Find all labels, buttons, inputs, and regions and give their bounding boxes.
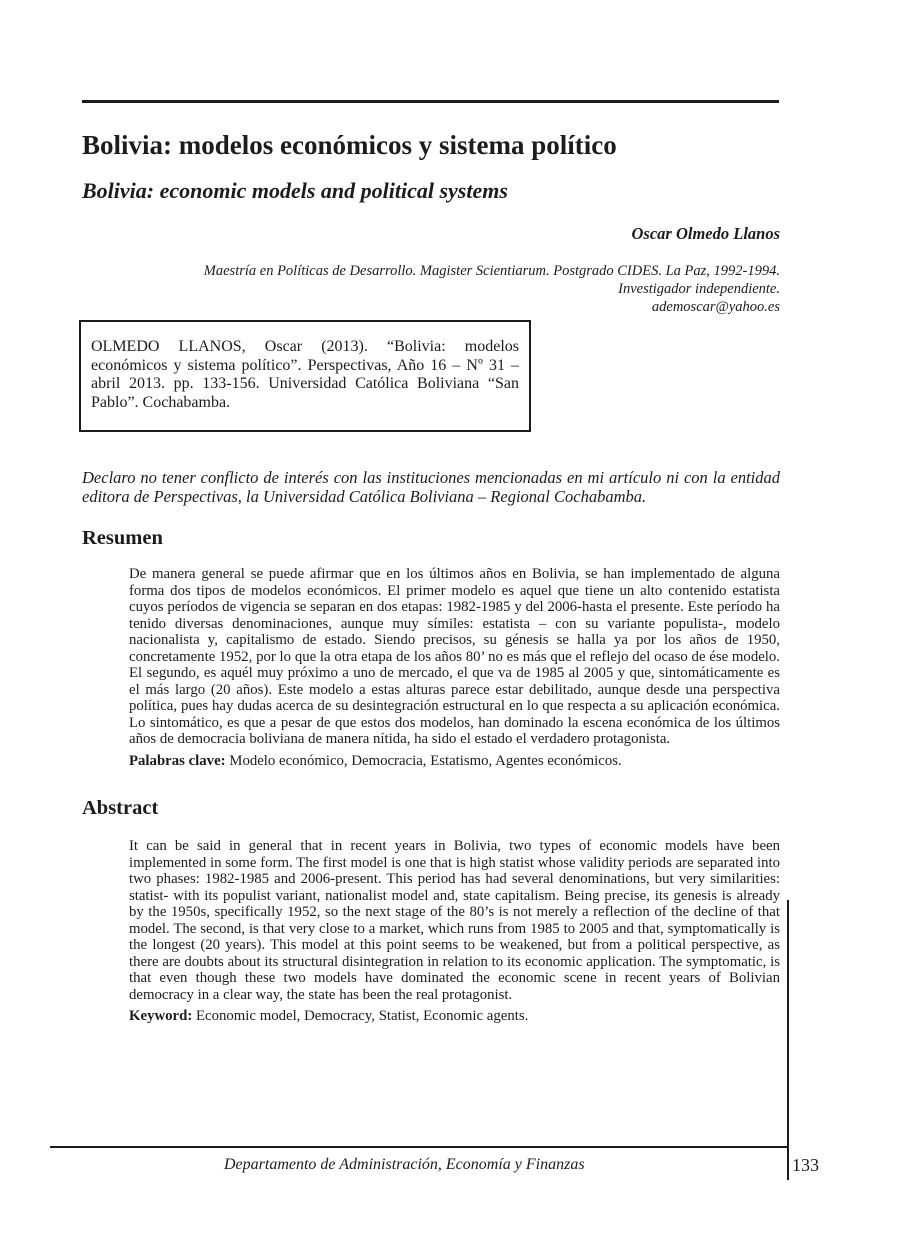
citation-text: OLMEDO LLANOS, Oscar (2013). “Bolivia: modelos económicos y sistema político”. Perspectivas, Año 16 – Nº 31 – abril 2013. pp. 133-156. Universidad Católica Boliviana “San Pablo”. Cochabamba. [91, 338, 519, 411]
resumen-text: De manera general se puede afirmar que en los últimos años en Bolivia, se han implementado de alguna forma dos tipos de modelos económicos. El primer modelo es aquel que tiene un alto contenido estatista cuyos períodos de vigencia se separan en dos etapas: 1982-1985 y del 2006-hasta el presente. Este período ha tenido diversas denominaciones, aunque muy símiles: estatista – con su variante populista-, modelo nacionalista y, capitalismo de estado. Siendo precisos, su génesis se halla ya por los años de 1950, concretamente 1952, por lo que la otra etapa de los años 80’ no es más que el reflejo del ocaso de ése modelo. El segundo, es aquél muy próximo a uno de mercado, el que va de 1985 al 2005 y que, sintomáticamente es el más largo (20 años). Este modelo a estas alturas parece estar debilitado, aunque desde una perspectiva política, pues hay dudas acerca de su desintegración estructural en lo que respecta a su aplicación económica. Lo sintomático, es que a pesar de que estos dos modelos, han dominado la escena económica de los últimos años de democracia boliviana de manera nítida, ha sido el estado el verdadero protagonista. [129, 566, 780, 747]
author-affiliation [100, 262, 780, 316]
page-number: 133 [792, 1155, 819, 1175]
resumen-section [129, 566, 780, 769]
resumen-keywords [129, 753, 780, 770]
resumen-heading: Resumen [82, 527, 163, 549]
author-name: Oscar Olmedo Llanos [631, 224, 780, 243]
affiliation-position: Investigador independiente. [618, 281, 780, 297]
page-margin-rule [787, 900, 789, 1180]
abstract-keywords-list: Economic model, Democracy, Statist, Economic agents. [196, 1008, 529, 1024]
resumen-keywords-label: Palabras clave: [129, 752, 226, 769]
abstract-keywords [129, 1008, 780, 1025]
abstract-keywords-label: Keyword: [129, 1008, 193, 1024]
author-email: ademoscar@yahoo.es [651, 299, 780, 315]
resumen-keywords-list: Modelo económico, Democracia, Estatismo, Agentes económicos. [229, 752, 622, 769]
article-title-english: Bolivia: economic models and political systems [82, 178, 508, 203]
conflict-of-interest-statement: Declaro no tener conflicto de interés con las instituciones mencionadas en mi artículo ni con la entidad editora de Perspectivas, la Universidad Católica Boliviana – Regional Cochabamba. [82, 468, 780, 506]
header-rule [82, 100, 779, 103]
citation-box [79, 320, 531, 432]
footer-department: Departamento de Administración, Economía y Finanzas [224, 1156, 585, 1173]
abstract-text: It can be said in general that in recent years in Bolivia, two types of economic models have been implemented in some form. The first model is one that is high statist whose validity periods are separated into two phases: 1982-1985 and 2006-present. This period has had several denominations, but very similarities: statist- with its populist variant, nationalist model and, state capitalism. Being precise, its genesis is already by the 1950s, specifically 1952, so the next stage of the 80’s is not merely a reflection of the decline of that model. The second, is that very close to a market, which runs from 1985 to 2005 and that, symptomatically is the longest (20 years). This model at this point seems to be weakened, but from a political perspective, as there are doubts about its structural disintegration in relation to its economic application. The symptomatic, is that even though these two models have dominated the economic scene in recent years of Bolivian democracy in a clear way, the state has been the real protagonist. [129, 838, 780, 1003]
abstract-heading: Abstract [82, 797, 159, 819]
affiliation-degree: Maestría en Políticas de Desarrollo. Magister Scientiarum. Postgrado CIDES. La Paz, 1992-1994. [203, 263, 780, 279]
abstract-section [129, 838, 780, 1025]
footer-rule [50, 1146, 787, 1148]
article-title-spanish: Bolivia: modelos económicos y sistema político [82, 130, 617, 160]
